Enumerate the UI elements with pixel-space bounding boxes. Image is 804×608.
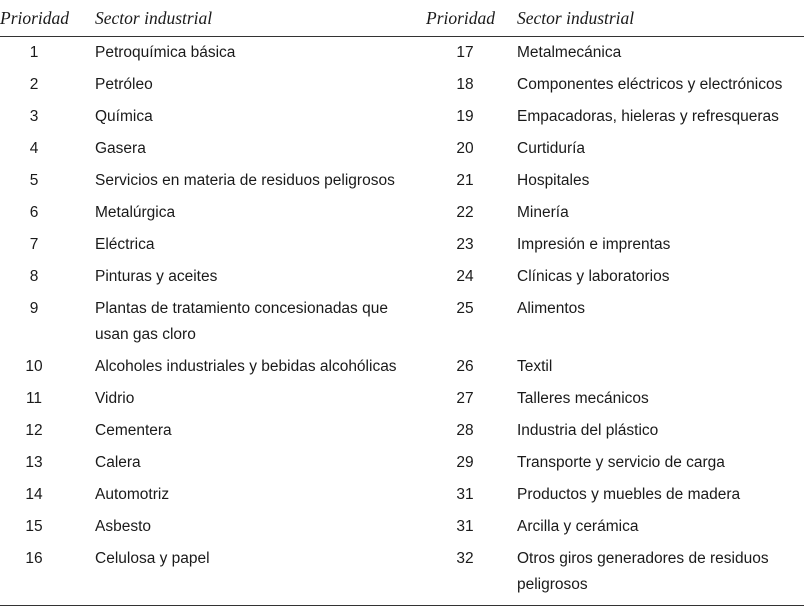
right-priority-cell: 31 (456, 518, 474, 535)
header-sector-right: Sector industrial (510, 0, 804, 37)
left-priority-cell: 5 (29, 172, 39, 189)
left-sector-cell: Servicios en materia de residuos peligrosos (95, 172, 395, 189)
header-sector-left: Sector industrial (80, 0, 426, 37)
table-row (0, 511, 804, 543)
left-priority-cell: 2 (29, 76, 39, 93)
right-sector-cell: Otros giros generadores de residuos peligrosos (517, 550, 769, 593)
right-priority-cell: 23 (456, 236, 474, 253)
table-row (0, 293, 804, 351)
right-sector-cell: Metalmecánica (517, 44, 622, 61)
right-sector-cell: Empacadoras, hieleras y refresqueras (517, 108, 779, 125)
left-sector-cell: Vidrio (95, 390, 135, 407)
right-sector-cell: Minería (517, 204, 569, 221)
header-row (0, 0, 804, 37)
left-priority-cell: 7 (29, 236, 39, 253)
left-sector-cell: Celulosa y papel (95, 550, 210, 567)
right-sector-cell: Alimentos (517, 300, 586, 317)
right-sector-cell: Transporte y servicio de carga (517, 454, 725, 471)
table-row (0, 197, 804, 229)
right-sector-cell: Productos y muebles de madera (517, 486, 741, 503)
table-row (0, 447, 804, 479)
left-priority-cell: 11 (25, 390, 43, 407)
right-priority-cell: 24 (456, 268, 474, 285)
right-priority-cell: 21 (456, 172, 474, 189)
right-priority-cell: 20 (456, 140, 474, 157)
left-priority-cell: 15 (25, 518, 43, 535)
right-priority-cell: 17 (456, 44, 474, 61)
left-priority-cell: 4 (29, 140, 39, 157)
right-priority-cell: 26 (456, 358, 474, 375)
right-sector-cell: Hospitales (517, 172, 590, 189)
table-header (0, 0, 804, 37)
left-sector-cell: Alcoholes industriales y bebidas alcohólicas (95, 358, 397, 375)
right-priority-cell: 18 (456, 76, 474, 93)
table-row (0, 383, 804, 415)
right-priority-cell: 31 (456, 486, 474, 503)
table-row (0, 415, 804, 447)
left-priority-cell: 8 (29, 268, 39, 285)
left-sector-cell: Petróleo (95, 76, 153, 93)
left-sector-cell: Asbesto (95, 518, 152, 535)
table-body (0, 37, 804, 601)
left-priority-cell: 9 (29, 300, 39, 317)
table-row (0, 101, 804, 133)
left-sector-cell: Pinturas y aceites (95, 268, 218, 285)
left-sector-cell: Calera (95, 454, 141, 471)
right-sector-cell: Componentes eléctricos y electrónicos (517, 76, 783, 93)
table-row (0, 261, 804, 293)
table-bottom-rule (0, 605, 804, 606)
left-sector-cell: Eléctrica (95, 236, 155, 253)
left-priority-cell: 12 (25, 422, 43, 439)
left-sector-cell: Gasera (95, 140, 146, 157)
table-row (0, 351, 804, 383)
left-sector-cell: Química (95, 108, 153, 125)
left-priority-cell: 1 (29, 44, 39, 61)
left-sector-cell: Petroquímica básica (95, 44, 236, 61)
left-sector-cell: Automotriz (95, 486, 170, 503)
right-priority-cell: 25 (456, 300, 474, 317)
table-row (0, 37, 804, 70)
right-sector-cell: Impresión e imprentas (517, 236, 671, 253)
right-priority-cell: 22 (456, 204, 474, 221)
right-sector-cell: Textil (517, 358, 553, 375)
table-row (0, 479, 804, 511)
table-row (0, 165, 804, 197)
table-row (0, 543, 804, 600)
right-priority-cell: 19 (456, 108, 474, 125)
table-row (0, 229, 804, 261)
table-row (0, 133, 804, 165)
left-priority-cell: 16 (25, 550, 43, 567)
left-sector-cell: Plantas de tratamiento concesionadas que usan gas cloro (95, 300, 388, 343)
header-priority-left: Prioridad (0, 0, 80, 37)
right-sector-cell: Clínicas y laboratorios (517, 268, 670, 285)
left-priority-cell: 13 (25, 454, 43, 471)
left-sector-cell: Metalúrgica (95, 204, 176, 221)
right-sector-cell: Talleres mecánicos (517, 390, 649, 407)
left-priority-cell: 6 (29, 204, 39, 221)
left-priority-cell: 10 (25, 358, 43, 375)
left-priority-cell: 3 (29, 108, 39, 125)
right-sector-cell: Industria del plástico (517, 422, 659, 439)
right-priority-cell: 32 (456, 550, 474, 567)
left-priority-cell: 14 (25, 486, 43, 503)
right-priority-cell: 28 (456, 422, 474, 439)
right-priority-cell: 27 (456, 390, 474, 407)
left-sector-cell: Cementera (95, 422, 172, 439)
right-priority-cell: 29 (456, 454, 474, 471)
table-row (0, 69, 804, 101)
right-sector-cell: Curtiduría (517, 140, 586, 157)
right-sector-cell: Arcilla y cerámica (517, 518, 639, 535)
header-priority-right: Prioridad (426, 0, 510, 37)
